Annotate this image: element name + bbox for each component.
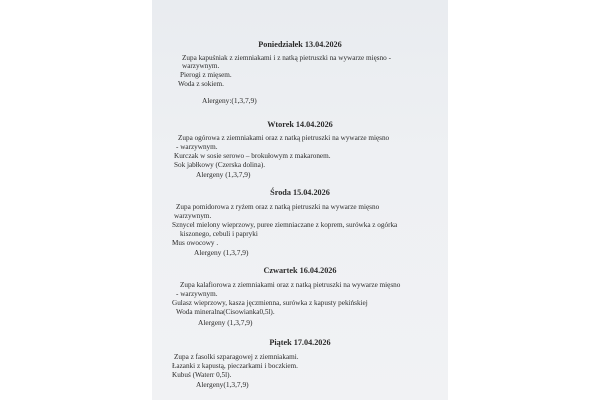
day-tuesday <box>152 120 448 179</box>
day-heading: Poniedziałek 13.04.2026 <box>258 40 342 49</box>
menu-line: Zupa z fasolki szparagowej z ziemniakami. <box>174 353 299 361</box>
day-heading: Czwartek 16.04.2026 <box>263 266 337 275</box>
allergens-line: Alergeny(1,3,7,9) <box>196 380 249 389</box>
day-thursday <box>152 266 448 327</box>
menu-line: Mus owocowy . <box>172 239 219 247</box>
menu-line: Gulasz wieprzowy, kasza jęczmienna, surówka z kapusty pekińskiej <box>172 299 368 307</box>
menu-line: Kubuś (Waterr 0,5l). <box>172 371 232 379</box>
menu-sheet <box>152 0 448 400</box>
menu-line: Zupa ogórowa z ziemniakami oraz z natką pietruszki na wywarze mięsno <box>178 134 390 142</box>
menu-line: Sok jabłkowy (Czerska dolina). <box>174 161 266 169</box>
day-wednesday <box>152 188 448 257</box>
menu-line: warzywnym. <box>182 62 220 70</box>
day-heading: Wtorek 14.04.2026 <box>267 120 333 129</box>
menu-line: kiszonego, cebuli i papryki <box>180 230 258 238</box>
menu-line: warzywnym. <box>174 212 212 220</box>
allergens-line: Alergeny (1,3,7,9) <box>198 318 253 327</box>
day-friday <box>152 338 448 389</box>
menu-line: - warzywnym. <box>176 143 218 151</box>
menu-line: Woda z sokiem. <box>178 80 224 88</box>
menu-line: Łazanki z kapustą, pieczarkami i boczkiem. <box>172 362 298 370</box>
menu-line: - warzywnym. <box>176 290 218 298</box>
day-heading: Piątek 17.04.2026 <box>269 338 331 347</box>
allergens-line: Alergeny (1,3,7,9) <box>194 248 249 257</box>
menu-line: Zupa kapuśniak z ziemniakami i z natką pietruszki na wywarze mięsno - <box>182 54 391 62</box>
day-monday <box>152 40 448 105</box>
menu-line: Kurczak w sosie serowo – brokułowym z makaronem. <box>174 152 331 160</box>
allergens-line: Alergeny:(1,3,7,9) <box>202 96 257 105</box>
menu-line: Pierogi z mięsem. <box>180 71 232 79</box>
menu-line: Zupa pomidorowa z ryżem oraz z natką pietruszki na wywarze mięsno <box>176 203 380 211</box>
allergens-line: Alergeny (1,3,7,9) <box>196 170 251 179</box>
day-heading: Środa 15.04.2026 <box>270 188 330 197</box>
menu-line: Sznycel mielony wieprzowy, puree ziemniaczane z koprem, surówka z ogórka <box>172 221 398 229</box>
menu-line: Woda mineralna(Cisowianka0,5l). <box>176 308 275 316</box>
menu-line: Zupa kalafiorowa z ziemniakami oraz z natką pietruszki na wywarze mięsno <box>180 281 401 289</box>
